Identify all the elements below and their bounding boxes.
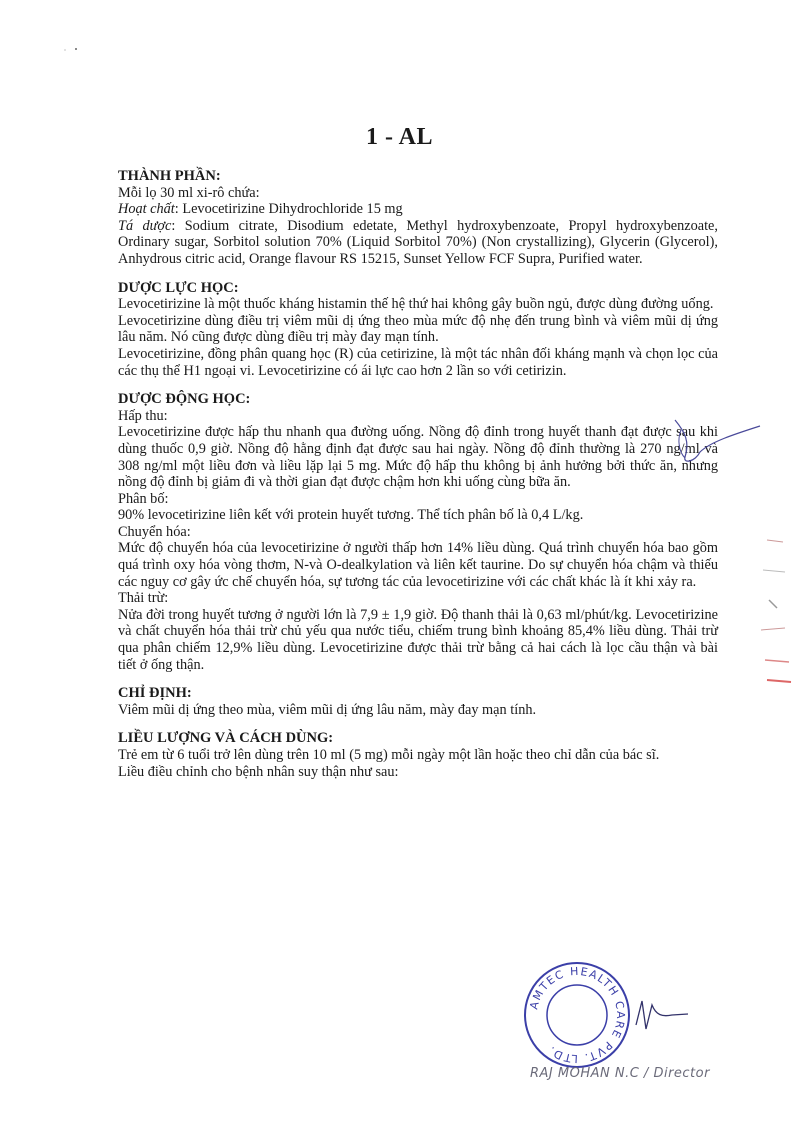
elimination-text: Nửa đời trong huyết tương ở người lớn là 7,9 ± 1,9 giờ. Độ thanh thải là 0,63 ml/phút/kg. Levocetirizine và chất chuyển hóa thải trừ chủ yếu qua nước tiểu, chiếm trung bình khoảng 85,4% liều dùng. Thải trừ qua phân chiếm 12,9% liều dùng. Levocetirizine được thải trừ bằng cả hai cách là lọc cầu thận và bài tiết ở ống thận. <box>118 606 718 673</box>
excipient-value: : Sodium citrate, Disodium edetate, Methyl hydroxybenzoate, Propyl hydroxybenzoate, Ordinary sugar, Sorbitol solution 70% (Liquid Sorbitol 70%) (Non crystallizing), Glycerin (Glycerol), Anhydrous citric acid, Orange flavour RS 15215, Sunset Yellow FCF Supra, Purified water. <box>118 217 718 267</box>
document-body <box>118 168 718 780</box>
margin-marks-icon <box>755 530 795 690</box>
metabolism-label: Chuyển hóa: <box>118 523 191 540</box>
excipient-line <box>118 218 718 268</box>
indications-heading: CHỈ ĐỊNH: <box>118 685 192 702</box>
pharmacodynamics-heading: DƯỢC LỰC HỌC: <box>118 279 239 296</box>
document-title: 1 - AL <box>365 124 433 150</box>
metabolism-text: Mức độ chuyển hóa của levocetirizine ở người thấp hơn 14% liều dùng. Quá trình chuyển hóa bao gồm quá trình oxy hóa vòng thơm, N-và O-dealkylation và liên kết taurine. Do sự chuyển hóa chậm và thiếu các nguy cơ gây ức chế chuyển hóa, sự tương tác của levocetirizine với các chất khác là ít khi xảy ra. <box>118 540 718 590</box>
pen-mark-icon <box>655 412 765 472</box>
dosage-paragraph: Liều điều chỉnh cho bệnh nhân suy thận như sau: <box>118 763 399 780</box>
pharmacodynamics-paragraph: Levocetirizine, đồng phân quang học (R) của cetirizine, là một tác nhân đối kháng mạnh và chọn lọc của các thụ thể H1 ngoại vi. Levocetirizine có ái lực cao hơn 2 lần so với cetirizin. <box>118 345 718 379</box>
composition-heading: THÀNH PHẦN: <box>118 168 221 184</box>
dosage-heading: LIỀU LƯỢNG VÀ CÁCH DÙNG: <box>118 730 334 747</box>
elimination-label: Thải trừ: <box>118 590 169 607</box>
company-stamp <box>522 960 632 1070</box>
section-pharmacodynamics <box>118 280 718 380</box>
section-indications <box>118 685 718 718</box>
section-pharmacokinetics <box>118 391 718 673</box>
absorption-label: Hấp thu: <box>118 407 168 424</box>
pharmacodynamics-paragraph: Levocetirizine là một thuốc kháng histamin thế hệ thứ hai không gây buồn ngủ, được dùng đường uống. <box>118 296 714 313</box>
pharmacokinetics-heading: DƯỢC ĐỘNG HỌC: <box>118 391 251 408</box>
indications-text: Viêm mũi dị ứng theo mùa, viêm mũi dị ứng lâu năm, mày đay mạn tính. <box>118 701 537 718</box>
dosage-paragraph: Trẻ em từ 6 tuổi trở lên dùng trên 10 ml (5 mg) mỗi ngày một lần hoặc theo chỉ dẫn của bác sĩ. <box>118 747 660 763</box>
distribution-label: Phân bố: <box>118 490 169 507</box>
scan-speck-icon <box>62 44 82 54</box>
distribution-text: 90% levocetirizine liên kết với protein huyết tương. Thể tích phân bố là 0,4 L/kg. <box>118 507 584 524</box>
section-composition <box>118 168 718 268</box>
active-ingredient-value: : Levocetirizine Dihydrochloride 15 mg <box>174 201 403 218</box>
absorption-text: Levocetirizine được hấp thu nhanh qua đường uống. Nồng độ đỉnh trong huyết thanh đạt được sau khi dùng thuốc 0,9 giờ. Nồng độ hằng định đạt được sau hai ngày. Nồng độ đỉnh thường là 270 ng/ml và 308 ng/ml một liều đơn và liều lặp lại 5 mg. Mức độ hấp thu không bị ảnh hưởng bởi thức ăn, nhưng nồng độ đỉnh bị giảm đi và thời gian đạt được chậm hơn khi uống cùng bữa ăn. <box>118 424 718 491</box>
composition-intro: Mỗi lọ 30 ml xi-rô chứa: <box>118 184 260 201</box>
excipient-label: Tá dược <box>118 217 172 234</box>
svg-text:AMTEC HEALTH CARE PVT. LTD. <box>527 965 627 1065</box>
signatory-name: RAJ MOHAN N.C / Director <box>530 1066 710 1081</box>
signature-icon <box>632 995 692 1035</box>
active-ingredient-label: Hoạt chất <box>118 201 175 218</box>
active-ingredient-line <box>118 201 718 218</box>
section-dosage <box>118 730 718 780</box>
stamp-text: AMTEC HEALTH CARE PVT. LTD. <box>527 964 628 1066</box>
pharmacodynamics-paragraph: Levocetirizine dùng điều trị viêm mũi dị ứng theo mùa mức độ nhẹ đến trung bình và viêm mũi dị ứng lâu năm. Nó cũng được dùng điều trị mày đay mạn tính. <box>118 312 718 346</box>
